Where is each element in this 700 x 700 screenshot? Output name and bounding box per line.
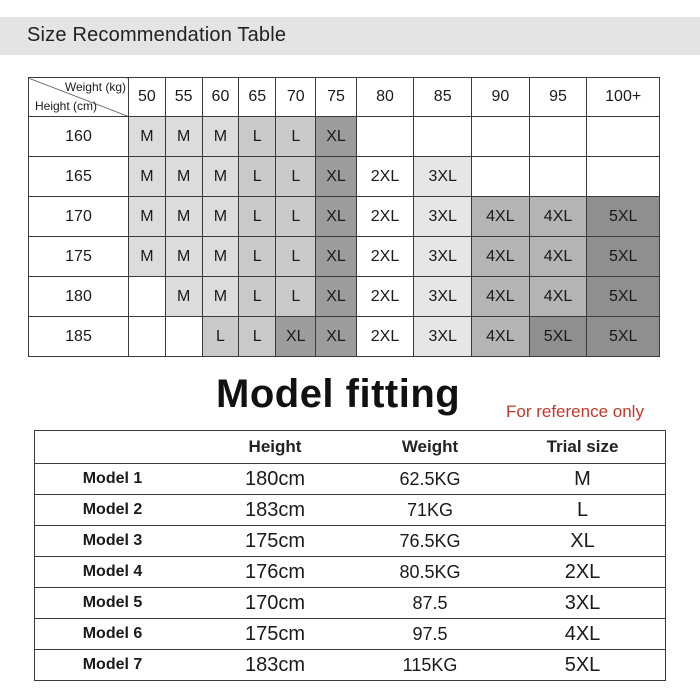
model-height-cell: 176cm [190, 557, 360, 588]
weight-axis-label: Weight (kg) [64, 80, 126, 94]
weight-header-cell: 60 [202, 78, 239, 117]
size-cell: M [129, 197, 166, 237]
size-cell: 4XL [472, 237, 530, 277]
model-size-cell: 5XL [500, 650, 666, 681]
size-row [29, 157, 660, 197]
size-cell: XL [316, 157, 356, 197]
size-cell [414, 117, 472, 157]
model-header-row [35, 431, 666, 464]
height-cell: 175 [29, 237, 129, 277]
model-row [35, 495, 666, 526]
weight-header-cell: 90 [472, 78, 530, 117]
title-banner [0, 17, 700, 55]
model-size-cell: XL [500, 526, 666, 557]
size-cell: L [276, 237, 316, 277]
page-title: Size Recommendation Table [27, 24, 287, 46]
size-row [29, 117, 660, 157]
model-name-cell: Model 2 [35, 495, 191, 526]
size-cell: 4XL [472, 317, 530, 357]
weight-header: Weight [360, 431, 500, 464]
size-row [29, 317, 660, 357]
model-name-cell: Model 5 [35, 588, 191, 619]
weight-header-cell: 65 [239, 78, 276, 117]
size-cell [165, 317, 202, 357]
size-cell: M [202, 117, 239, 157]
size-row [29, 197, 660, 237]
height-header: Height [190, 431, 360, 464]
size-cell: L [276, 157, 316, 197]
size-cell: 4XL [529, 197, 587, 237]
model-size-cell: 2XL [500, 557, 666, 588]
weight-header-row [29, 78, 660, 117]
height-axis-label: Height (cm) [35, 99, 98, 113]
size-cell: M [165, 117, 202, 157]
model-name-cell: Model 1 [35, 464, 191, 495]
weight-header-cell: 85 [414, 78, 472, 117]
model-weight-cell: 76.5KG [360, 526, 500, 557]
size-cell: M [129, 117, 166, 157]
size-cell: 2XL [356, 157, 414, 197]
size-cell: L [276, 197, 316, 237]
model-weight-cell: 80.5KG [360, 557, 500, 588]
size-cell: 3XL [414, 197, 472, 237]
size-cell [587, 157, 660, 197]
model-height-cell: 175cm [190, 619, 360, 650]
model-weight-cell: 87.5 [360, 588, 500, 619]
size-cell: XL [316, 317, 356, 357]
size-cell: XL [316, 237, 356, 277]
model-size-cell: 4XL [500, 619, 666, 650]
size-cell: XL [316, 277, 356, 317]
size-cell [587, 117, 660, 157]
size-cell [472, 157, 530, 197]
model-fitting-title: Model fitting [216, 372, 461, 416]
height-cell: 165 [29, 157, 129, 197]
size-cell: M [202, 197, 239, 237]
size-cell: 4XL [472, 277, 530, 317]
model-row [35, 588, 666, 619]
size-cell: 5XL [587, 197, 660, 237]
model-weight-cell: 71KG [360, 495, 500, 526]
weight-header-cell: 100+ [587, 78, 660, 117]
size-cell: L [239, 317, 276, 357]
size-cell: M [202, 157, 239, 197]
size-cell: M [165, 237, 202, 277]
size-cell: 5XL [587, 317, 660, 357]
model-height-cell: 170cm [190, 588, 360, 619]
size-cell [129, 317, 166, 357]
size-cell: 5XL [587, 237, 660, 277]
weight-header-cell: 80 [356, 78, 414, 117]
size-cell: XL [316, 117, 356, 157]
size-cell: XL [316, 197, 356, 237]
model-height-cell: 180cm [190, 464, 360, 495]
size-cell [356, 117, 414, 157]
size-cell: M [202, 277, 239, 317]
size-cell: 3XL [414, 277, 472, 317]
size-cell: L [239, 117, 276, 157]
model-height-cell: 183cm [190, 650, 360, 681]
model-weight-cell: 115KG [360, 650, 500, 681]
model-row [35, 464, 666, 495]
size-recommendation-table [28, 77, 660, 357]
size-cell: 3XL [414, 157, 472, 197]
size-cell: M [202, 237, 239, 277]
size-cell: M [165, 277, 202, 317]
size-cell: L [276, 117, 316, 157]
size-cell: L [239, 157, 276, 197]
size-cell: 5XL [587, 277, 660, 317]
model-fitting-table [34, 430, 666, 681]
size-cell: L [239, 277, 276, 317]
height-cell: 185 [29, 317, 129, 357]
size-cell: L [239, 237, 276, 277]
model-name-cell: Model 4 [35, 557, 191, 588]
model-weight-cell: 62.5KG [360, 464, 500, 495]
size-cell: 2XL [356, 237, 414, 277]
model-name-cell: Model 7 [35, 650, 191, 681]
size-cell: XL [276, 317, 316, 357]
size-cell [129, 277, 166, 317]
trial-size-header: Trial size [500, 431, 666, 464]
model-row [35, 619, 666, 650]
size-cell: 5XL [529, 317, 587, 357]
corner-header-cell [29, 78, 129, 117]
size-cell: 3XL [414, 317, 472, 357]
size-row [29, 277, 660, 317]
model-row [35, 526, 666, 557]
size-cell [529, 157, 587, 197]
model-size-cell: 3XL [500, 588, 666, 619]
model-size-cell: L [500, 495, 666, 526]
size-cell: M [129, 157, 166, 197]
size-cell: L [276, 277, 316, 317]
reference-note: For reference only [506, 402, 644, 421]
model-weight-cell: 97.5 [360, 619, 500, 650]
size-cell: 2XL [356, 317, 414, 357]
model-name-cell: Model 6 [35, 619, 191, 650]
size-cell: 4XL [529, 237, 587, 277]
weight-header-cell: 70 [276, 78, 316, 117]
size-cell: M [165, 157, 202, 197]
weight-header-cell: 75 [316, 78, 356, 117]
size-cell: 3XL [414, 237, 472, 277]
size-cell: 2XL [356, 277, 414, 317]
model-row [35, 650, 666, 681]
model-height-cell: 175cm [190, 526, 360, 557]
weight-header-cell: 50 [129, 78, 166, 117]
model-name-cell: Model 3 [35, 526, 191, 557]
height-cell: 160 [29, 117, 129, 157]
size-cell [529, 117, 587, 157]
model-header-blank [35, 431, 191, 464]
size-cell: 4XL [529, 277, 587, 317]
size-cell: M [165, 197, 202, 237]
size-cell: 4XL [472, 197, 530, 237]
height-cell: 180 [29, 277, 129, 317]
weight-header-cell: 95 [529, 78, 587, 117]
size-cell: 2XL [356, 197, 414, 237]
size-cell [472, 117, 530, 157]
height-cell: 170 [29, 197, 129, 237]
model-height-cell: 183cm [190, 495, 360, 526]
size-cell: L [202, 317, 239, 357]
model-row [35, 557, 666, 588]
model-size-cell: M [500, 464, 666, 495]
size-cell: M [129, 237, 166, 277]
weight-header-cell: 55 [165, 78, 202, 117]
size-cell: L [239, 197, 276, 237]
size-row [29, 237, 660, 277]
